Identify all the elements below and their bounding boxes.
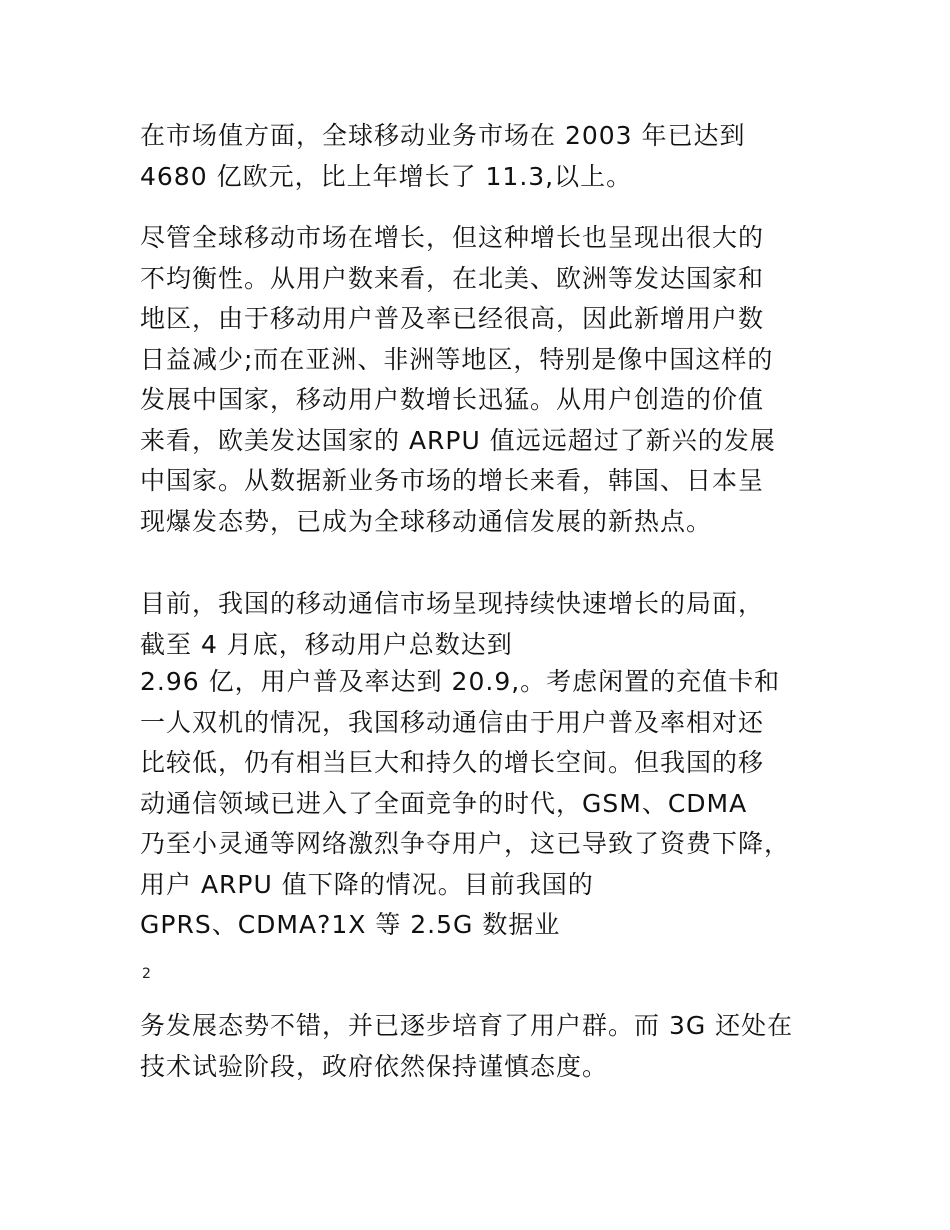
text-line: 技术试验阶段，政府依然保持谨慎态度。 (140, 1051, 609, 1081)
text-line: 用户 ARPU 值下降的情况。目前我国的 (140, 869, 594, 899)
paragraph-china-market (140, 584, 820, 665)
text-line: 一人双机的情况，我国移动通信由于用户普及率相对还 (140, 707, 765, 737)
text-line: 中国家。从数据新业务市场的增长来看，韩国、日本呈 (140, 466, 765, 495)
text-line: 地区，由于移动用户普及率已经很高，因此新增用户数 (140, 304, 765, 333)
text-line: 乃至小灵通等网络激烈争夺用户，这已导致了资费下降， (140, 829, 791, 858)
paragraph-global-imbalance (140, 218, 820, 542)
text-line: 来看，欧美发达国家的 ARPU 值远远超过了新兴的发展 (140, 425, 776, 455)
text-line: 比较低，仍有相当巨大和持久的增长空间。但我国的移 (140, 748, 765, 777)
text-line: 现爆发态势，已成为全球移动通信发展的新热点。 (140, 506, 713, 536)
text-line: 尽管全球移动市场在增长，但这种增长也呈现出很大的 (140, 223, 765, 252)
page-number: 2 (142, 966, 151, 982)
text-line: 截至 4 月底，移动用户总数达到 (140, 629, 513, 659)
text-line: 发展中国家，移动用户数增长迅猛。从用户创造的价值 (140, 385, 765, 414)
text-line: 日益减少;而在亚洲、非洲等地区，特别是像中国这样的 (140, 344, 774, 374)
text-line: 在市场值方面，全球移动业务市场在 2003 年已达到 (140, 121, 746, 150)
text-line: 目前，我国的移动通信市场呈现持续快速增长的局面， (140, 589, 765, 618)
paragraph-user-count (140, 662, 820, 946)
paragraph-3g-status (140, 1006, 820, 1087)
text-line: 动通信领域已进入了全面竞争的时代，GSM、CDMA (140, 788, 748, 818)
text-line: 2.96 亿，用户普及率达到 20.9,。考虑闲置的充值卡和 (140, 667, 781, 696)
text-line: 务发展态势不错，并已逐步培育了用户群。而 3G 还处在 (140, 1011, 794, 1040)
text-line: 4680 亿欧元，比上年增长了 11.3,以上。 (140, 161, 633, 191)
text-line: 不均衡性。从用户数来看，在北美、欧洲等发达国家和 (140, 263, 765, 293)
text-line: GPRS、CDMA?1X 等 2.5G 数据业 (140, 910, 561, 939)
paragraph-market-value (140, 116, 820, 197)
